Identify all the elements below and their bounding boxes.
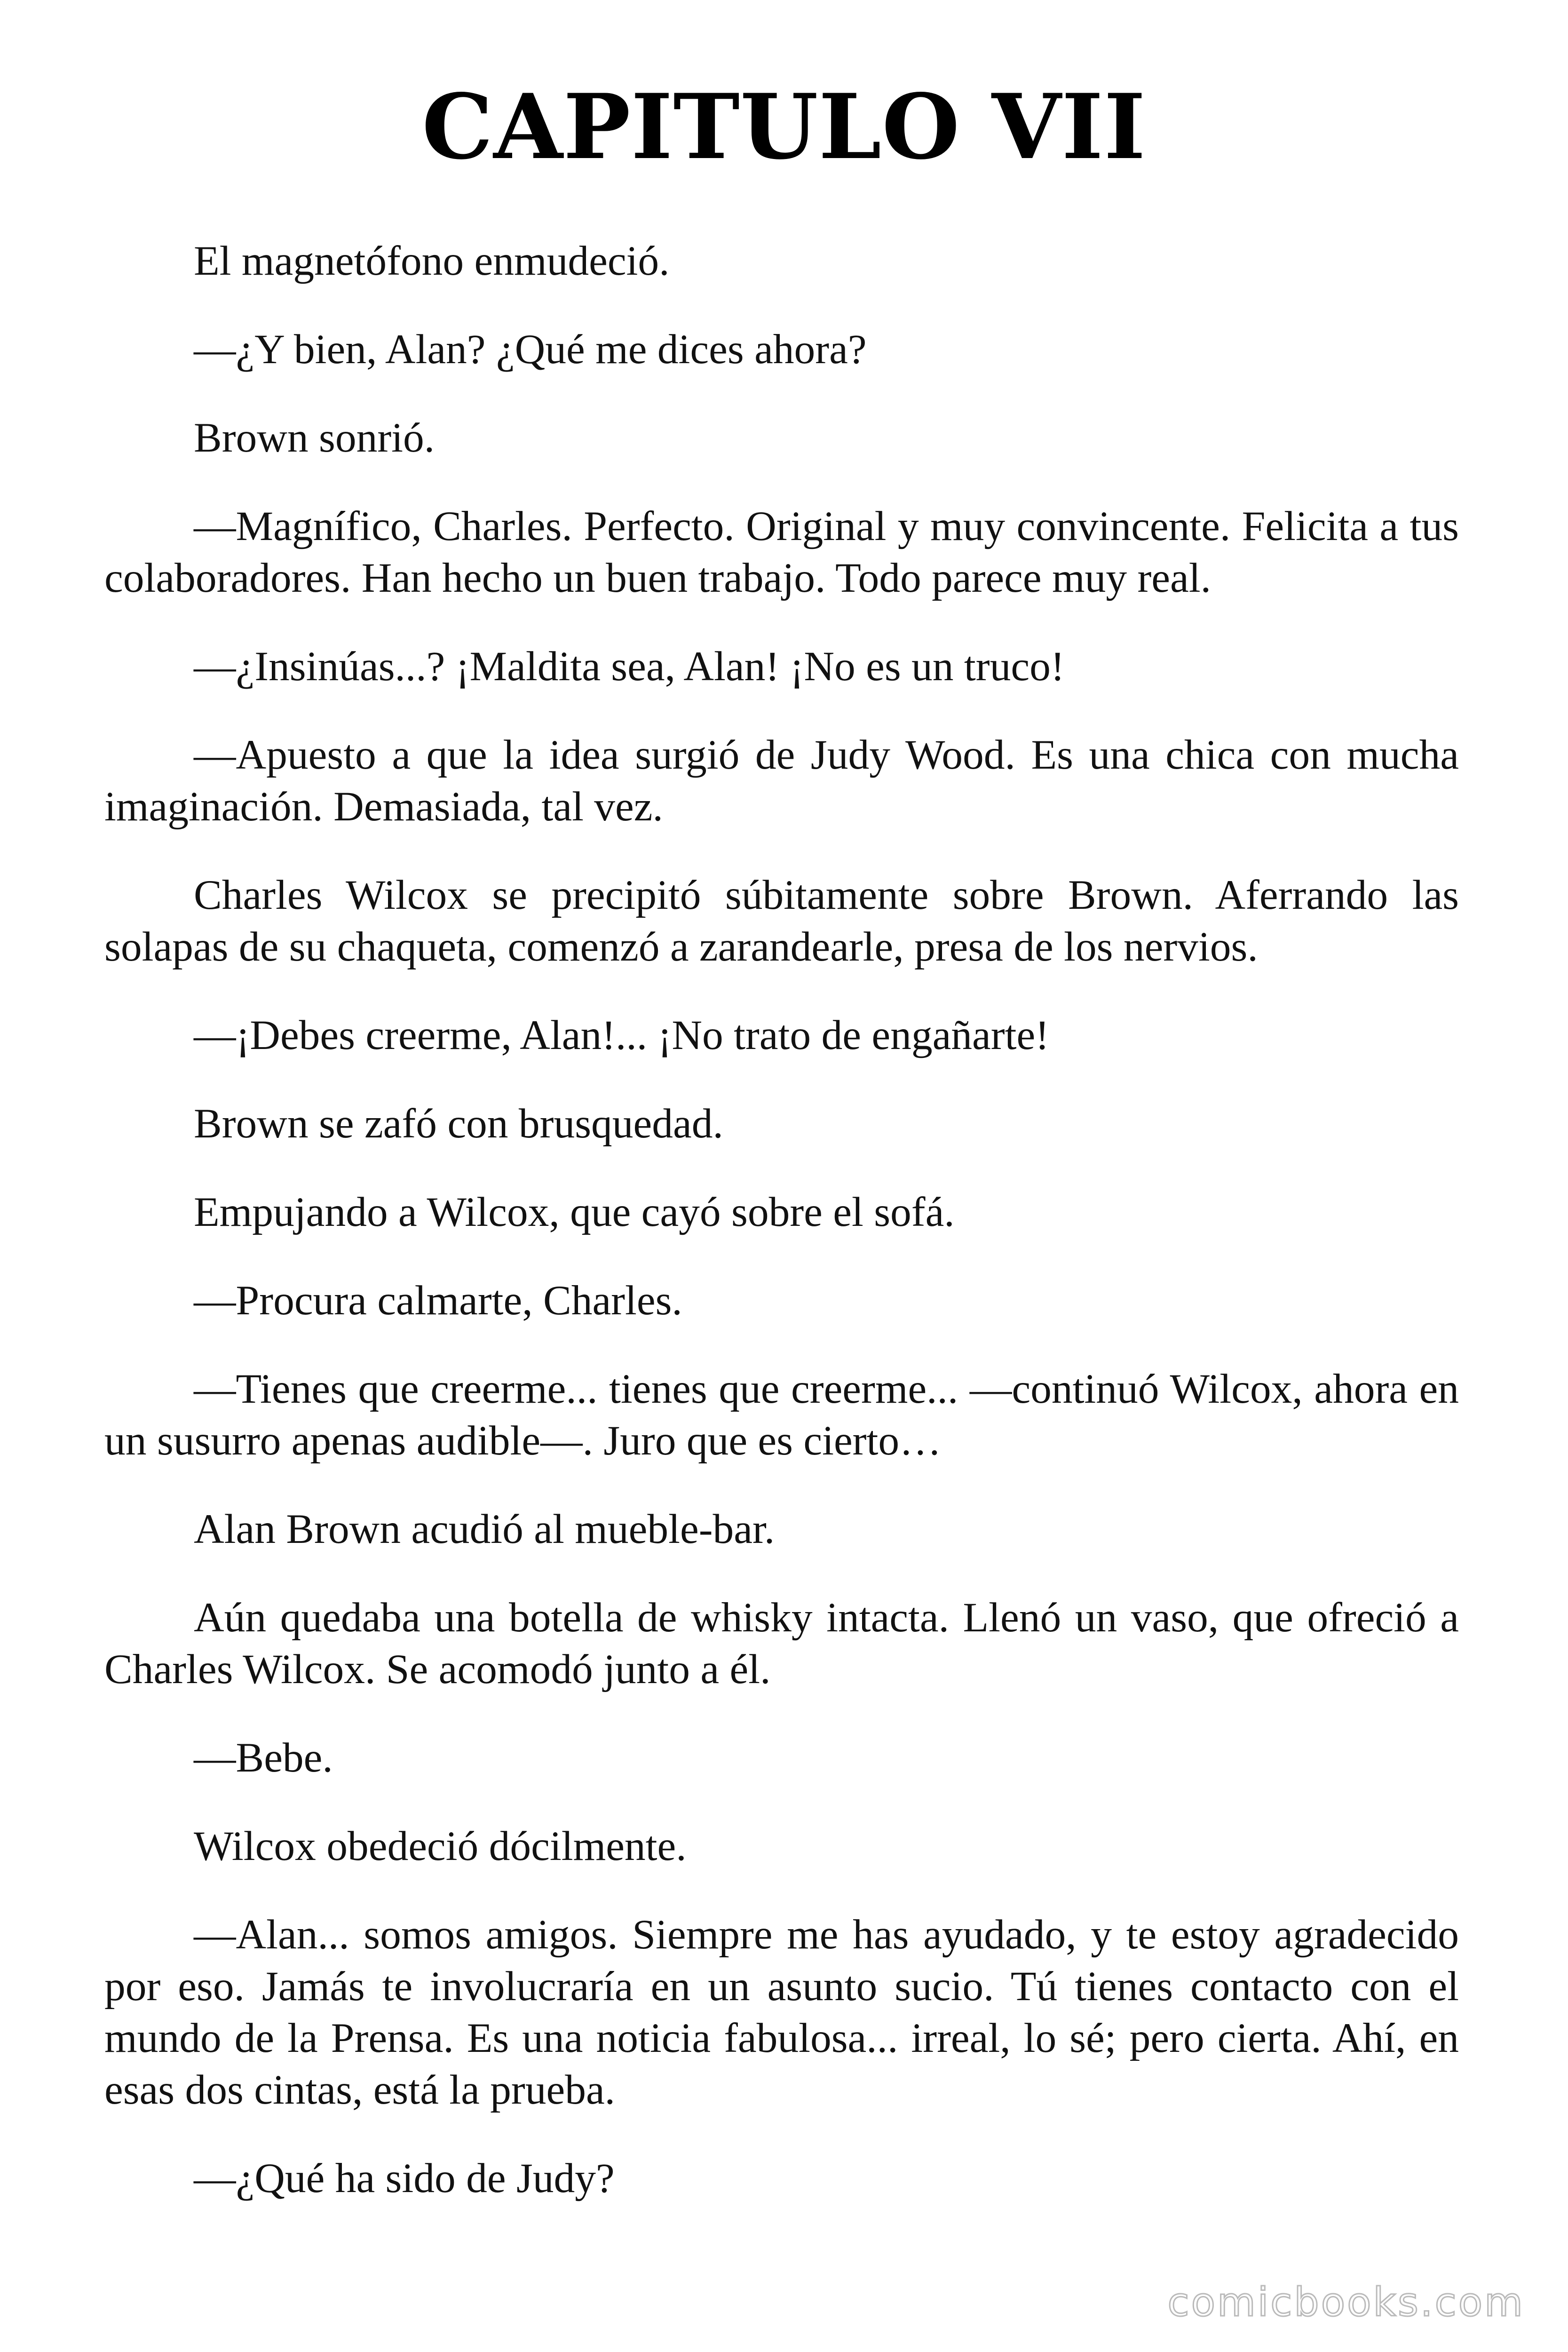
- paragraph: Brown se zafó con brusquedad.: [194, 1100, 723, 1147]
- paragraph: —Magnífico, Charles. Perfecto. Original y muy convincente. Felicita a tus colaboradores. Han hecho un buen trabajo. Todo parece muy real.: [104, 503, 1459, 601]
- watermark: comicbooks.com: [1167, 2279, 1525, 2325]
- paragraph: Empujando a Wilcox, que cayó sobre el sofá.: [194, 1189, 955, 1235]
- chapter-body: [104, 235, 1459, 2241]
- paragraph: Brown sonrió.: [194, 414, 435, 461]
- paragraph: —Bebe.: [194, 1734, 333, 1781]
- paragraph: —¿Y bien, Alan? ¿Qué me dices ahora?: [194, 326, 867, 373]
- paragraph: —Tienes que creerme... tienes que creerme... —continuó Wilcox, ahora en un susurro apenas audible—. Juro que es cierto…: [104, 1366, 1459, 1464]
- paragraph: Aún quedaba una botella de whisky intacta. Llenó un vaso, que ofreció a Charles Wilcox. Se acomodó junto a él.: [104, 1594, 1459, 1692]
- paragraph: —¿Insinúas...? ¡Maldita sea, Alan! ¡No es un truco!: [194, 643, 1065, 690]
- paragraph: —¿Qué ha sido de Judy?: [194, 2155, 615, 2201]
- paragraph: —Apuesto a que la idea surgió de Judy Wood. Es una chica con mucha imaginación. Demasiada, tal vez.: [104, 731, 1459, 830]
- paragraph: —¡Debes creerme, Alan!... ¡No trato de engañarte!: [194, 1012, 1049, 1058]
- paragraph: Wilcox obedeció dócilmente.: [194, 1823, 687, 1869]
- paragraph: Alan Brown acudió al mueble-bar.: [194, 1506, 775, 1552]
- paragraph: —Procura calmarte, Charles.: [194, 1277, 682, 1324]
- paragraph: —Alan... somos amigos. Siempre me has ayudado, y te estoy agradecido por eso. Jamás te involucraría en un asunto sucio. Tú tienes contacto con el mundo de la Prensa. Es una noticia fabulosa... irreal, lo sé; pero cierta. Ahí, en esas dos cintas, está la prueba.: [104, 1911, 1459, 2113]
- chapter-title: CAPITULO VII: [422, 74, 1146, 179]
- paragraph: Charles Wilcox se precipitó súbitamente sobre Brown. Aferrando las solapas de su chaqueta, comenzó a zarandearle, presa de los nervios.: [104, 872, 1459, 970]
- paragraph: El magnetófono enmudeció.: [194, 238, 670, 284]
